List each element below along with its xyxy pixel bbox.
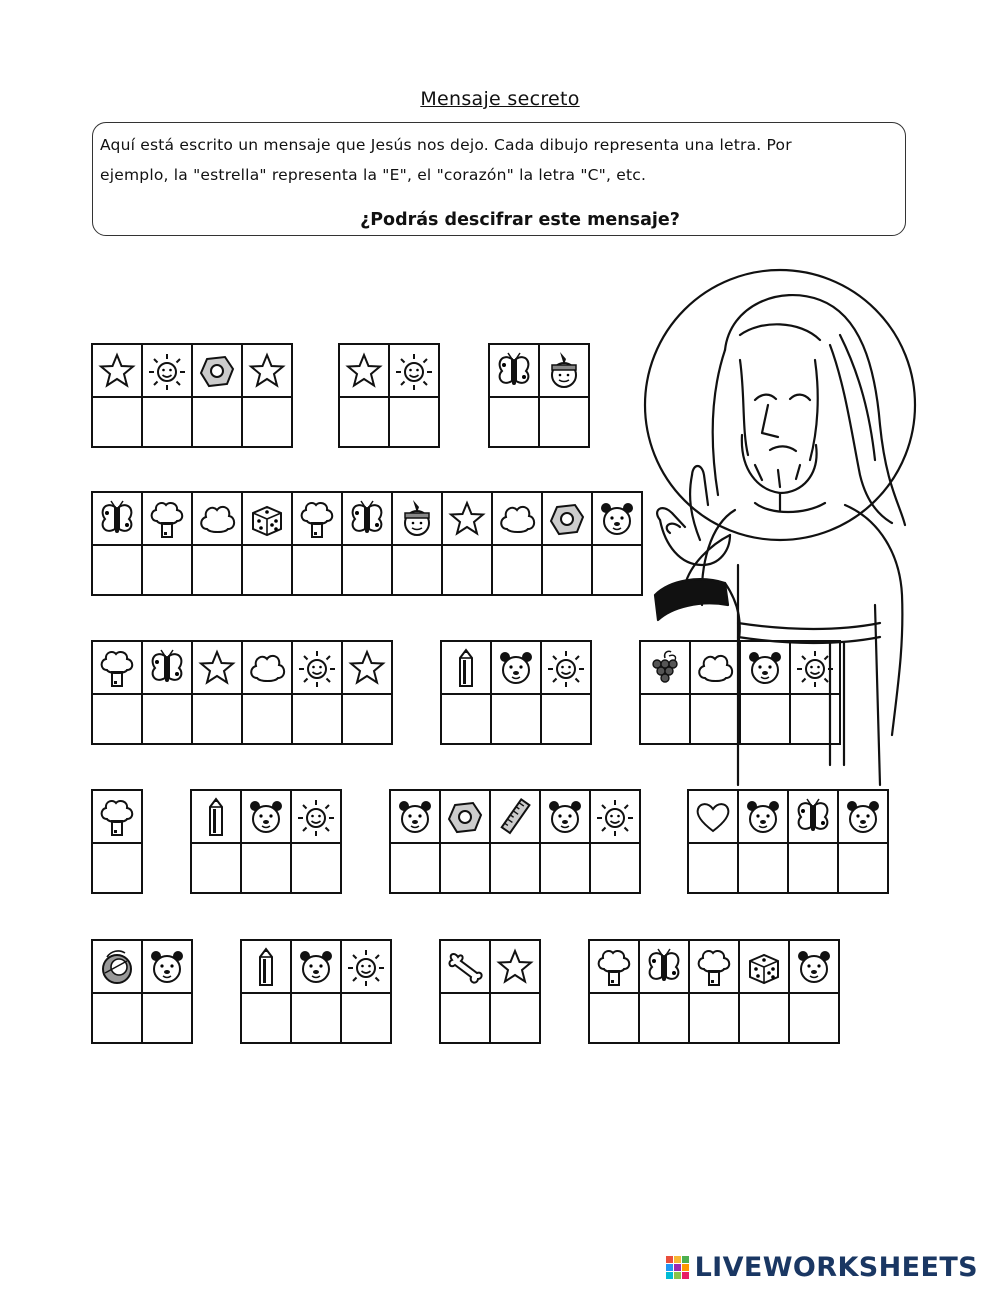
worksheet-title: Mensaje secreto (420, 88, 580, 110)
letter-cell (441, 791, 491, 894)
letter-cell (740, 941, 790, 1044)
tree-icon (93, 791, 141, 844)
word-2 (338, 343, 440, 448)
answer-box[interactable] (293, 546, 341, 596)
letter-cell (93, 493, 143, 596)
letter-cell (93, 941, 143, 1044)
letter-cell (591, 791, 641, 894)
letter-cell (143, 941, 193, 1044)
letter-cell (93, 642, 143, 745)
answer-box[interactable] (93, 398, 141, 448)
answer-box[interactable] (243, 546, 291, 596)
sun-icon (591, 791, 639, 844)
letter-cell (493, 493, 543, 596)
letter-cell (343, 642, 393, 745)
letter-cell (242, 791, 292, 894)
bear-icon (790, 941, 838, 994)
answer-box[interactable] (542, 695, 590, 745)
butterfly-icon (93, 493, 141, 546)
answer-box[interactable] (839, 844, 887, 894)
logo-square (674, 1256, 681, 1263)
answer-box[interactable] (740, 994, 788, 1044)
answer-box[interactable] (93, 695, 141, 745)
bear-icon (492, 642, 540, 695)
answer-box[interactable] (442, 695, 490, 745)
letter-cell (342, 941, 392, 1044)
letter-cell (391, 791, 441, 894)
jesus-illustration (630, 265, 950, 795)
star-icon (343, 642, 391, 695)
bear-icon (541, 791, 589, 844)
letter-cell (393, 493, 443, 596)
sun-icon (293, 642, 341, 695)
letter-cell (293, 493, 343, 596)
answer-box[interactable] (343, 695, 391, 745)
logo-square (682, 1272, 689, 1279)
letter-cell (590, 941, 640, 1044)
answer-box[interactable] (492, 695, 540, 745)
answer-box[interactable] (789, 844, 837, 894)
letter-cell (491, 791, 541, 894)
logo-square (682, 1264, 689, 1271)
cloud-icon (193, 493, 241, 546)
answer-box[interactable] (143, 398, 191, 448)
answer-box[interactable] (293, 695, 341, 745)
answer-box[interactable] (540, 398, 588, 448)
answer-box[interactable] (343, 546, 391, 596)
answer-box[interactable] (193, 398, 241, 448)
letter-cell (442, 642, 492, 745)
answer-box[interactable] (490, 398, 538, 448)
answer-box[interactable] (491, 994, 539, 1044)
letter-cell (293, 642, 343, 745)
letter-cell (541, 791, 591, 894)
bear-icon (292, 941, 340, 994)
butterfly-icon (143, 642, 191, 695)
answer-box[interactable] (393, 546, 441, 596)
answer-box[interactable] (340, 398, 388, 448)
tree-icon (93, 642, 141, 695)
question-text: ¿Podrás descifrar este mensaje? (360, 210, 680, 230)
answer-box[interactable] (292, 994, 340, 1044)
butterfly-icon (343, 493, 391, 546)
word-5 (91, 640, 393, 745)
indian-boy-icon (393, 493, 441, 546)
letter-cell (542, 642, 592, 745)
logo-square (666, 1272, 673, 1279)
dice-icon (740, 941, 788, 994)
answer-box[interactable] (143, 994, 191, 1044)
letter-cell (242, 941, 292, 1044)
answer-box[interactable] (690, 994, 738, 1044)
answer-box[interactable] (543, 546, 591, 596)
answer-box[interactable] (790, 994, 838, 1044)
word-10 (389, 789, 641, 894)
letter-cell (790, 941, 840, 1044)
letter-cell (193, 345, 243, 448)
sun-icon (342, 941, 390, 994)
letter-cell (789, 791, 839, 894)
letter-cell (93, 345, 143, 448)
answer-box[interactable] (192, 844, 240, 894)
star-icon (93, 345, 141, 398)
answer-box[interactable] (292, 844, 340, 894)
word-4 (91, 491, 643, 596)
answer-box[interactable] (443, 546, 491, 596)
letter-cell (93, 791, 143, 894)
butterfly-icon (640, 941, 688, 994)
letter-cell (193, 642, 243, 745)
bear-icon (739, 791, 787, 844)
answer-box[interactable] (390, 398, 438, 448)
pencil-icon (442, 642, 490, 695)
word-11 (687, 789, 889, 894)
answer-box[interactable] (541, 844, 589, 894)
logo-square (674, 1264, 681, 1271)
bear-icon (242, 791, 290, 844)
sun-icon (292, 791, 340, 844)
logo-square (666, 1264, 673, 1271)
letter-cell (143, 345, 193, 448)
butterfly-icon (490, 345, 538, 398)
star-icon (491, 941, 539, 994)
letter-cell (490, 345, 540, 448)
pencil-icon (192, 791, 240, 844)
answer-box[interactable] (93, 994, 141, 1044)
answer-box[interactable] (493, 546, 541, 596)
answer-box[interactable] (193, 546, 241, 596)
star-icon (243, 345, 291, 398)
letter-cell (441, 941, 491, 1044)
letter-cell (689, 791, 739, 894)
logo-square (682, 1256, 689, 1263)
answer-box[interactable] (689, 844, 737, 894)
answer-box[interactable] (242, 844, 290, 894)
nut-icon (193, 345, 241, 398)
sun-icon (390, 345, 438, 398)
letter-cell (243, 642, 293, 745)
indian-boy-icon (540, 345, 588, 398)
instruction-line-2: ejemplo, la "estrella" representa la "E", el "corazón" la letra "C", etc. (100, 166, 647, 184)
letter-cell (292, 791, 342, 894)
letter-cell (243, 345, 293, 448)
answer-box[interactable] (193, 695, 241, 745)
word-12 (91, 939, 193, 1044)
tree-icon (690, 941, 738, 994)
liveworksheets-logo-icon (666, 1256, 689, 1279)
word-15 (588, 939, 840, 1044)
tree-icon (590, 941, 638, 994)
answer-box[interactable] (391, 844, 439, 894)
bear-icon (143, 941, 191, 994)
star-icon (340, 345, 388, 398)
tree-icon (293, 493, 341, 546)
answer-box[interactable] (590, 994, 638, 1044)
answer-box[interactable] (243, 695, 291, 745)
footer-branding (666, 1252, 978, 1283)
word-6 (440, 640, 592, 745)
letter-cell (491, 941, 541, 1044)
heart-icon (689, 791, 737, 844)
letter-cell (292, 941, 342, 1044)
sun-icon (542, 642, 590, 695)
cloud-icon (243, 642, 291, 695)
answer-box[interactable] (441, 844, 489, 894)
letter-cell (390, 345, 440, 448)
yoyo-icon (93, 941, 141, 994)
bone-icon (441, 941, 489, 994)
answer-box[interactable] (441, 994, 489, 1044)
answer-box[interactable] (640, 994, 688, 1044)
letter-cell (443, 493, 493, 596)
star-icon (443, 493, 491, 546)
bear-icon (391, 791, 439, 844)
letter-cell (143, 493, 193, 596)
answer-box[interactable] (591, 844, 639, 894)
letter-cell (839, 791, 889, 894)
letter-cell (343, 493, 393, 596)
word-1 (91, 343, 293, 448)
letter-cell (492, 642, 542, 745)
pencil-icon (242, 941, 290, 994)
word-9 (190, 789, 342, 894)
letter-cell (739, 791, 789, 894)
ruler-icon (491, 791, 539, 844)
answer-box[interactable] (242, 994, 290, 1044)
cloud-icon (493, 493, 541, 546)
instruction-line-1: Aquí está escrito un mensaje que Jesús nos dejo. Cada dibujo representa una letra. Por (100, 136, 792, 154)
butterfly-icon (789, 791, 837, 844)
answer-box[interactable] (93, 546, 141, 596)
sun-icon (143, 345, 191, 398)
answer-box[interactable] (143, 695, 191, 745)
answer-box[interactable] (491, 844, 539, 894)
letter-cell (340, 345, 390, 448)
letter-cell (640, 941, 690, 1044)
answer-box[interactable] (93, 844, 141, 894)
word-3 (488, 343, 590, 448)
star-icon (193, 642, 241, 695)
word-8 (91, 789, 143, 894)
nut-icon (543, 493, 591, 546)
letter-cell (540, 345, 590, 448)
logo-square (666, 1256, 673, 1263)
letter-cell (192, 791, 242, 894)
answer-box[interactable] (243, 398, 291, 448)
brand-name: LIVEWORKSHEETS (694, 1252, 978, 1283)
letter-cell (243, 493, 293, 596)
answer-box[interactable] (143, 546, 191, 596)
word-14 (439, 939, 541, 1044)
word-13 (240, 939, 392, 1044)
answer-box[interactable] (739, 844, 787, 894)
bear-icon (839, 791, 887, 844)
letter-cell (690, 941, 740, 1044)
tree-icon (143, 493, 191, 546)
letter-cell (143, 642, 193, 745)
logo-square (674, 1272, 681, 1279)
letter-cell (543, 493, 593, 596)
dice-icon (243, 493, 291, 546)
answer-box[interactable] (342, 994, 390, 1044)
letter-cell (193, 493, 243, 596)
nut-icon (441, 791, 489, 844)
